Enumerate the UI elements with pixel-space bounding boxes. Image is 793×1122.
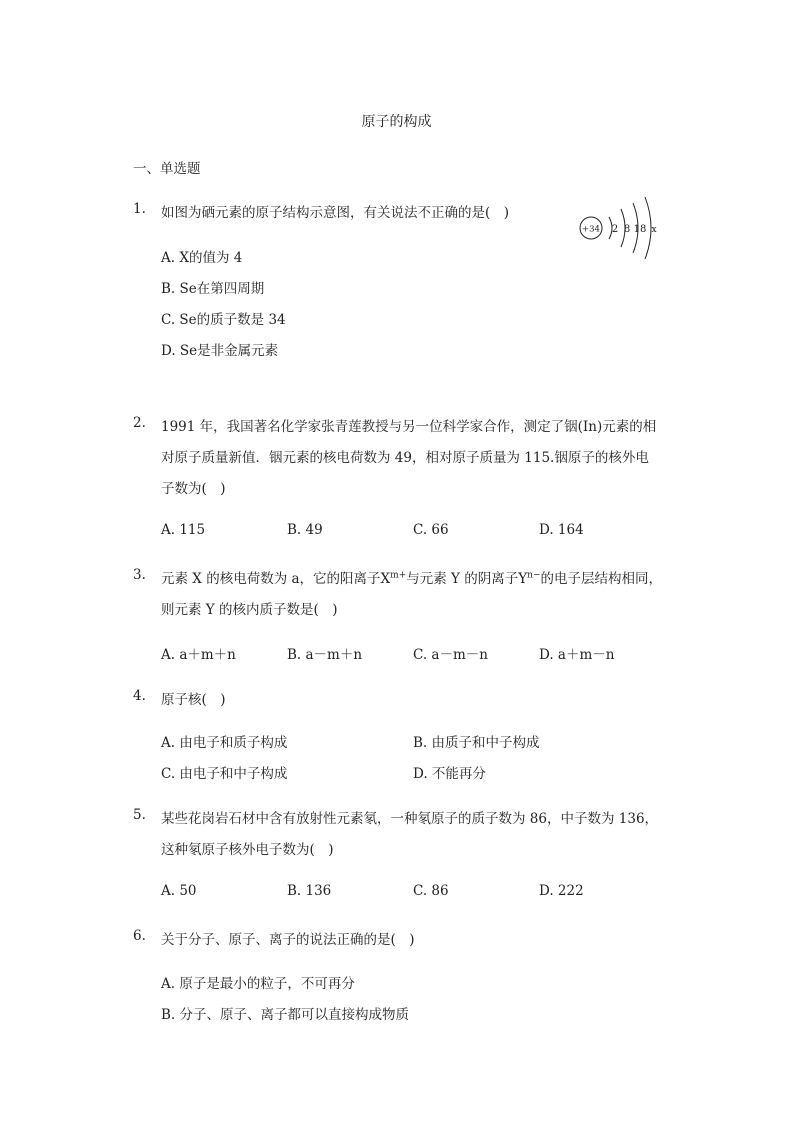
- question-stem-line: [161, 567, 662, 587]
- question-stem: 如图为硒元素的原子结构示意图，有关说法不正确的是( ): [161, 205, 510, 221]
- question-stem-line: 某些花岗岩石材中含有放射性元素氡，一种氡原子的质子数为 86，中子数为 136，: [161, 811, 659, 827]
- option-a: A. X的值为 4: [161, 250, 243, 266]
- option-c: C. a－m－n: [413, 647, 488, 663]
- cation-charge-superscript: m+: [390, 570, 407, 581]
- atom-structure-diagram: [578, 195, 660, 261]
- page-title: 原子的构成: [361, 114, 432, 130]
- question-number: 6.: [133, 928, 146, 944]
- option-a: A. 115: [161, 522, 206, 538]
- option-d: D. 222: [539, 883, 584, 899]
- question-number: 3.: [133, 567, 146, 583]
- question-stem: 关于分子、原子、离子的说法正确的是( ): [161, 932, 415, 948]
- option-d: D. 164: [539, 522, 584, 538]
- option-a: A. 50: [161, 883, 197, 899]
- option-b: B. 分子、原子、离子都可以直接构成物质: [161, 1007, 410, 1023]
- option-b: B. Se在第四周期: [161, 281, 265, 297]
- question-number: 2.: [133, 415, 146, 431]
- question-stem-line: 对原子质量新值．铟元素的核电荷数为 49，相对原子质量为 115.铟原子的核外电: [161, 450, 649, 466]
- option-b: B. a－m＋n: [287, 647, 363, 663]
- question-stem-line: 1991 年，我国著名化学家张青莲教授与另一位科学家合作，测定了铟(In)元素的相: [161, 419, 657, 435]
- question-stem-line: 子数为( ): [161, 481, 226, 497]
- option-b: B. 由质子和中子构成: [413, 735, 540, 751]
- shell-2-electrons: 8: [623, 224, 631, 235]
- option-a: A. 原子是最小的粒子，不可再分: [161, 976, 355, 992]
- shell-4-electrons: x: [651, 225, 657, 235]
- question-stem: 原子核( ): [161, 692, 226, 708]
- shell-3-electrons: 18: [633, 224, 647, 235]
- question-number: 4.: [133, 688, 146, 704]
- stem-text: 元素 X 的核电荷数为 a，它的阳离子X: [161, 571, 391, 587]
- option-b: B. 49: [287, 522, 323, 538]
- stem-text: 的电子层结构相同，: [540, 571, 662, 587]
- option-c: C. 66: [413, 522, 449, 538]
- option-a: A. a＋m＋n: [161, 647, 236, 663]
- option-b: B. 136: [287, 883, 332, 899]
- option-c: C. Se的质子数是 34: [161, 312, 286, 328]
- question-number: 1.: [133, 201, 146, 217]
- stem-text: 与元素 Y 的阴离子Y: [406, 571, 528, 587]
- option-c: C. 由电子和中子构成: [161, 766, 288, 782]
- section-heading: 一、单选题: [133, 161, 201, 177]
- nucleus-charge: +34: [582, 224, 600, 235]
- option-c: C. 86: [413, 883, 449, 899]
- question-number: 5.: [133, 807, 146, 823]
- question-stem-line: 这种氡原子核外电子数为( ): [161, 842, 334, 858]
- shell-1-electrons: 2: [611, 224, 619, 235]
- option-d: D. a＋m－n: [539, 647, 615, 663]
- anion-charge-superscript: n−: [527, 570, 541, 581]
- option-d: D. 不能再分: [413, 766, 486, 782]
- option-d: D. Se是非金属元素: [161, 343, 279, 359]
- question-stem-line: 则元素 Y 的核内质子数是( ): [161, 602, 338, 618]
- option-a: A. 由电子和质子构成: [161, 735, 288, 751]
